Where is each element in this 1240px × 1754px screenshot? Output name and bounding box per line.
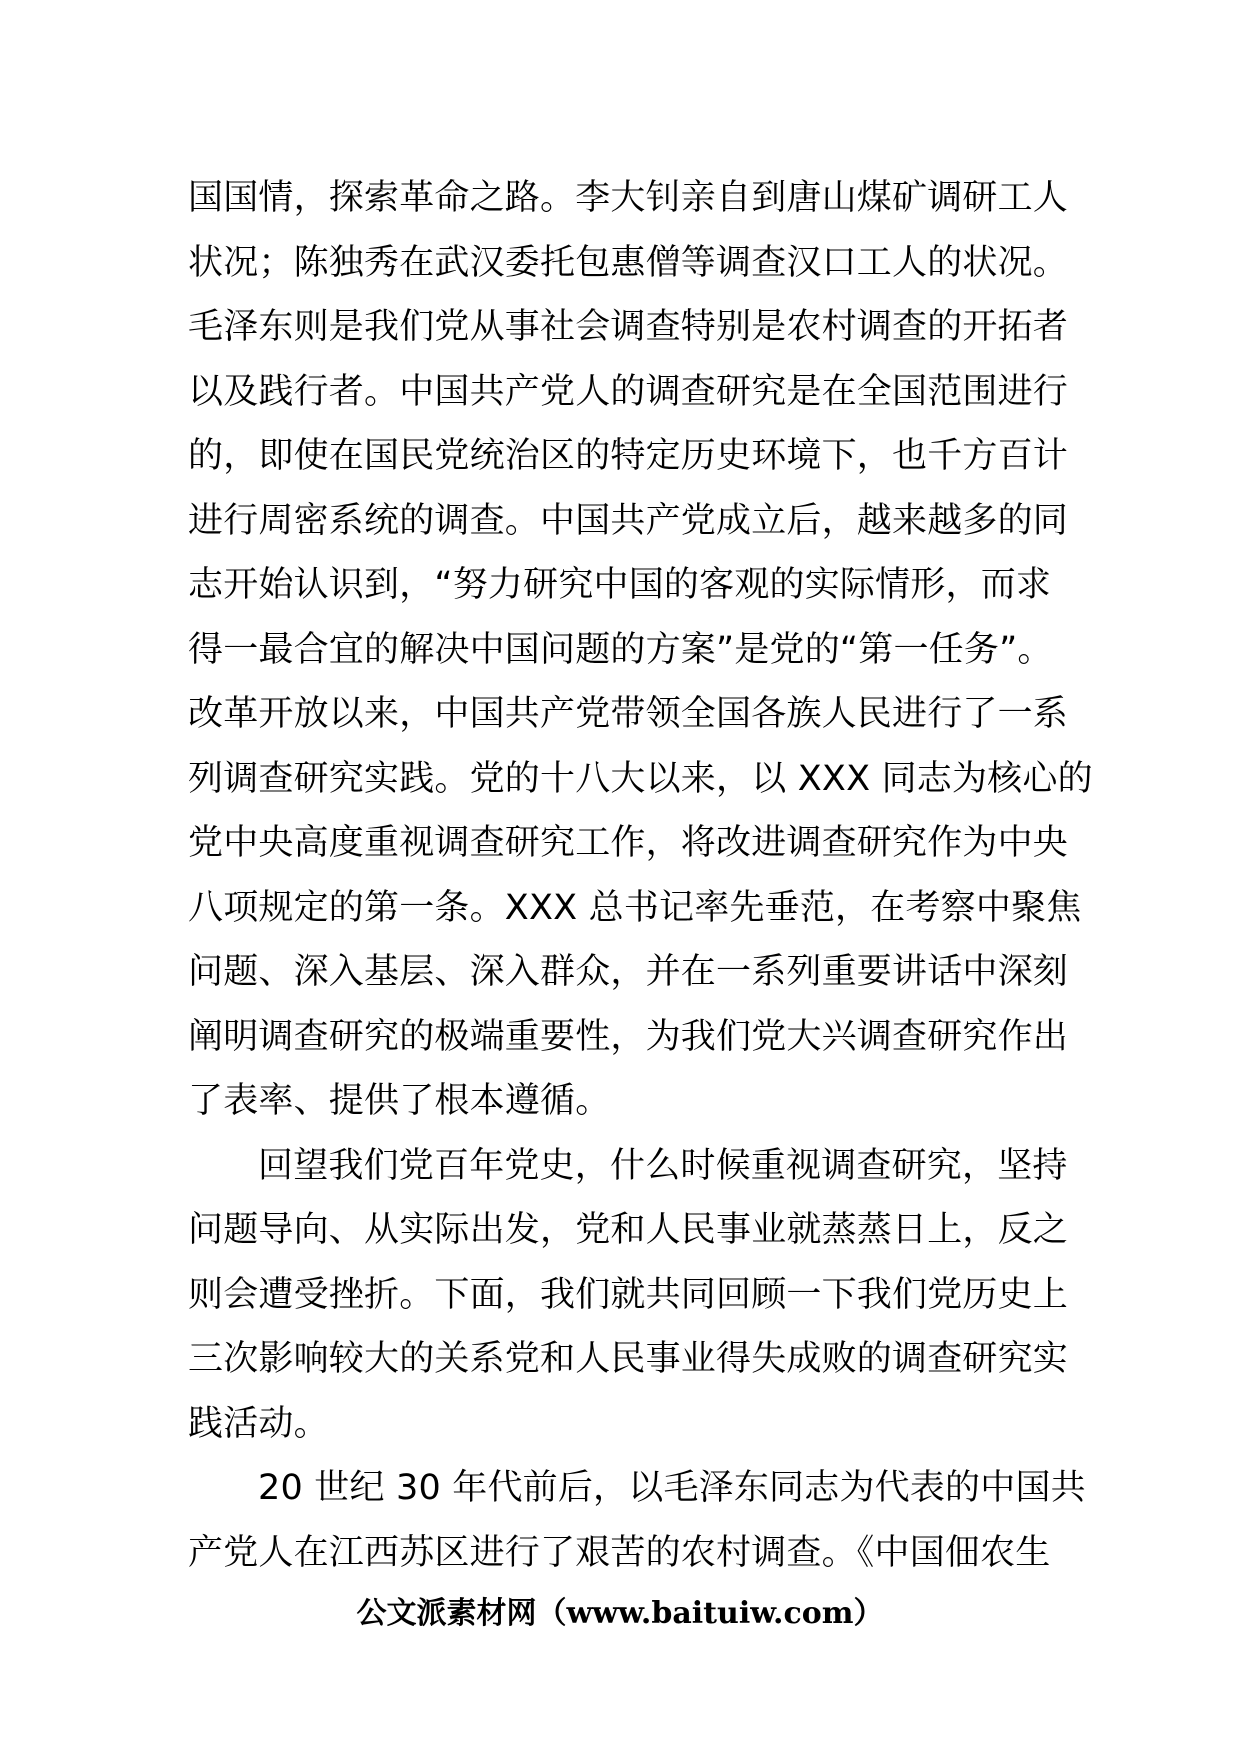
- text-line-14: 阐明调查研究的极端重要性，为我们党大兴调查研究作出: [188, 1016, 1069, 1057]
- text-line-16: 回望我们党百年党史，什么时候重视调查研究，坚持: [258, 1145, 1068, 1186]
- text-line-19: 三次影响较大的关系党和人民事业得失成败的调查研究实: [188, 1339, 1069, 1379]
- text-line-8: 得一最合宜的解决中国问题的方案”是党的“第一任务”。: [188, 629, 1053, 670]
- text-line-4: 以及践行者。中国共产党人的调查研究是在全国范围进行: [188, 371, 1069, 412]
- text-line-7: 志开始认识到，“努力研究中国的客观的实际情形，而求: [188, 565, 1052, 605]
- text-line-22: 产党人在江西苏区进行了艰苦的农村调查。《中国佃农生: [188, 1532, 1051, 1573]
- text-line-21: 20 世纪 30 年代前后，以毛泽东同志为代表的中国共: [258, 1468, 1086, 1508]
- page-footer: 公文派素材网（www.baituiw.com）: [356, 1596, 884, 1631]
- text-line-11: 党中央高度重视调查研究工作，将改进调查研究作为中央: [188, 823, 1069, 863]
- text-line-1: 国国情，探索革命之路。李大钊亲自到唐山煤矿调研工人: [188, 178, 1069, 218]
- text-line-18: 则会遭受挫折。下面，我们就共同回顾一下我们党历史上: [188, 1274, 1069, 1315]
- document-body: [188, 166, 1093, 1585]
- text-line-2: 状况；陈独秀在武汉委托包惠僧等调查汉口工人的状况。: [188, 242, 1069, 283]
- text-line-15: 了表率、提供了根本遵循。: [188, 1081, 611, 1121]
- text-line-6: 进行周密系统的调查。中国共产党成立后，越来越多的同: [188, 500, 1069, 541]
- text-line-9: 改革开放以来，中国共产党带领全国各族人民进行了一系: [188, 694, 1069, 734]
- text-line-3: 毛泽东则是我们党从事社会调查特别是农村调查的开拓者: [188, 307, 1069, 347]
- text-line-10: 列调查研究实践。党的十八大以来，以 XXX 同志为核心的: [188, 758, 1093, 799]
- text-line-5: 的，即使在国民党统治区的特定历史环境下，也千方百计: [188, 436, 1069, 476]
- text-line-12: 八项规定的第一条。XXX 总书记率先垂范，在考察中聚焦: [188, 887, 1082, 928]
- text-line-13: 问题、深入基层、深入群众，并在一系列重要讲话中深刻: [188, 952, 1069, 992]
- text-line-20: 践活动。: [188, 1403, 329, 1444]
- text-line-17: 问题导向、从实际出发，党和人民事业就蒸蒸日上，反之: [188, 1210, 1069, 1250]
